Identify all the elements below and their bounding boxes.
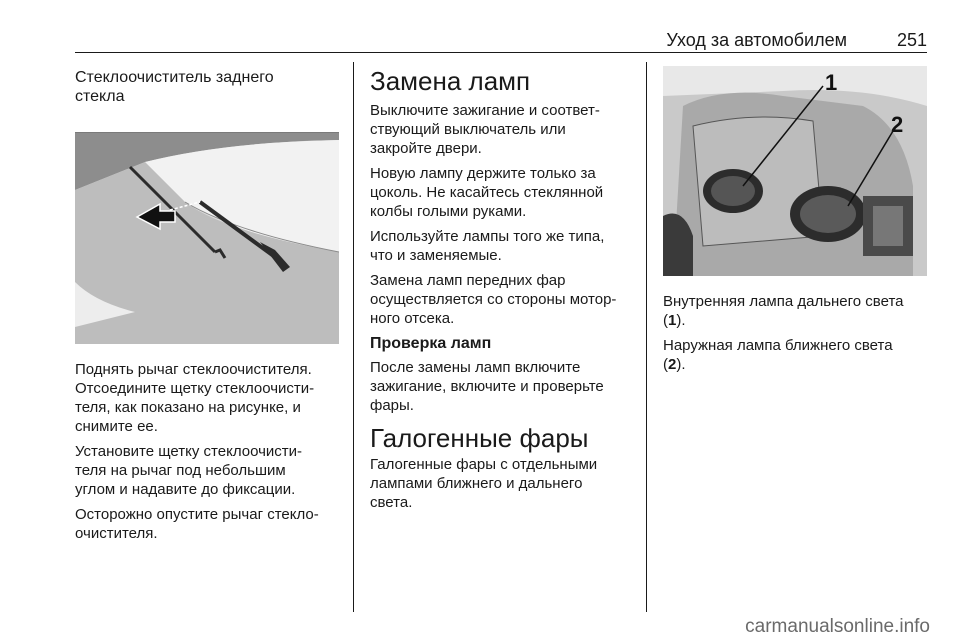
section-title-halogen: Галогенные фары — [370, 423, 589, 453]
callout-1: 1 — [825, 70, 838, 95]
page-header — [75, 30, 927, 50]
paragraph: Галогенные фары с отдельными лампами ближнего и дальнего света. — [370, 456, 598, 511]
paragraph: Установите щетку стеклоочисти- теля на рычаг под небольшим углом и надавите до фиксации. — [75, 443, 303, 498]
caption-text: Внутренняя лампа дальнего света ( — [663, 293, 904, 329]
caption-ref: 1 — [668, 312, 677, 329]
column-2 — [370, 66, 634, 518]
wiper-illustration — [75, 132, 339, 344]
caption-high-beam — [663, 292, 927, 330]
paragraph: Замена ламп передних фар осуществляется со стороны мотор- ного отсека. — [370, 272, 617, 327]
column-3 — [663, 66, 927, 380]
subheading-bulb-check: Проверка ламп — [370, 335, 492, 352]
caption-ref: 2 — [668, 356, 677, 373]
watermark: carmanualsonline.info — [745, 616, 930, 637]
caption-text: Наружная лампа ближнего света ( — [663, 337, 893, 373]
headlamp-illustration — [663, 66, 927, 276]
header-title: Уход за автомобилем — [666, 30, 847, 50]
section-heading-wiper: Стеклоочиститель заднего стекла — [75, 69, 274, 105]
paragraph: Используйте лампы того же типа, что и заменяемые. — [370, 228, 605, 264]
column-divider — [353, 62, 354, 612]
paragraph: Поднять рычаг стеклоочистителя. Отсоедините щетку стеклоочисти- теля, как показано на рисунке, и снимите ее. — [75, 361, 315, 435]
caption-low-beam — [663, 336, 927, 374]
paragraph: Выключите зажигание и соответ- ствующий выключатель или закройте двери. — [370, 102, 600, 157]
column-1 — [75, 66, 343, 549]
callout-2: 2 — [891, 112, 904, 137]
caption-end: ). — [676, 312, 686, 329]
paragraph: После замены ламп включите зажигание, включите и проверьте фары. — [370, 359, 604, 414]
column-divider — [646, 62, 647, 612]
paragraph: Осторожно опустите рычаг стекло- очистителя. — [75, 506, 319, 542]
paragraph: Новую лампу держите только за цоколь. Не касайтесь стеклянной колбы голыми руками. — [370, 165, 604, 220]
page-number: 251 — [896, 30, 927, 50]
header-rule — [75, 52, 927, 53]
caption-end: ). — [676, 356, 686, 373]
section-title-bulb-replacement: Замена ламп — [370, 66, 531, 96]
